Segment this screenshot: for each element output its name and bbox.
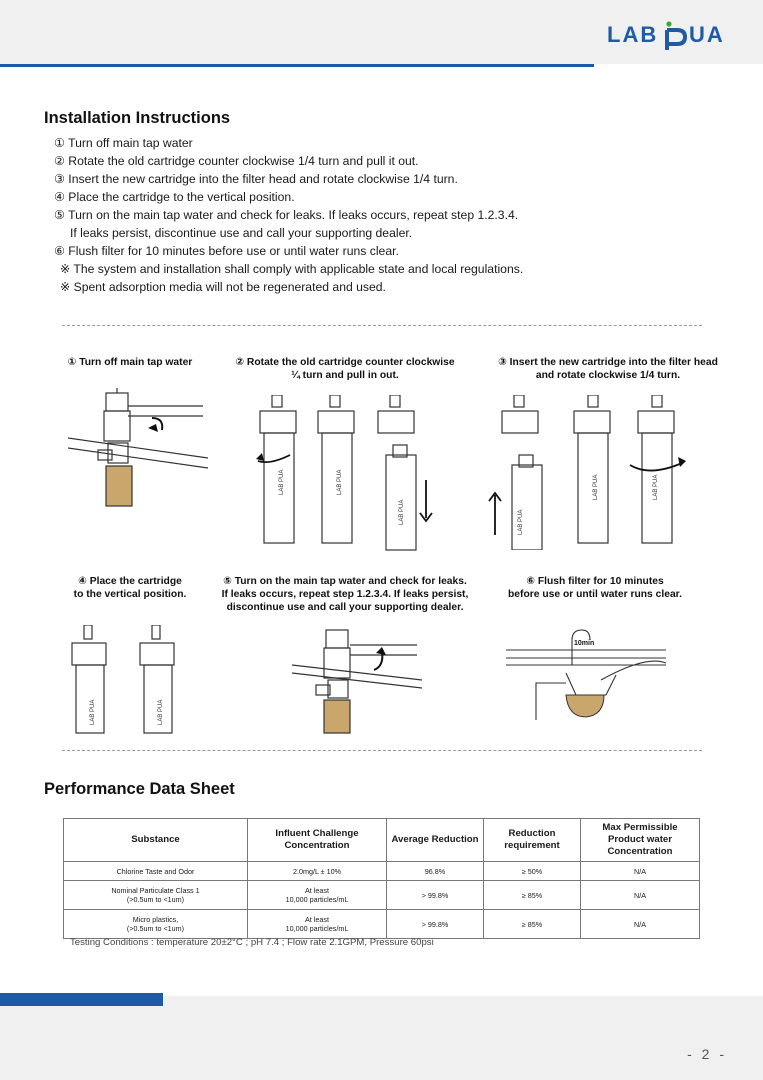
- note-regulations: ※ The system and installation shall comply with applicable state and local regulations.: [60, 262, 524, 276]
- caption-line: to the vertical position.: [73, 589, 187, 600]
- step-2: ② Rotate the old cartridge counter clockwise 1/4 turn and pull it out.: [54, 154, 419, 168]
- cell-influent: 2.0mg/L ± 10%: [248, 862, 387, 881]
- caption-line: If leaks occurs, repeat step 1.2.3.4. If leaks persist,: [221, 589, 469, 600]
- divider-top: [62, 325, 702, 326]
- column-header-influent: Influent Challenge Concentration: [248, 819, 387, 862]
- valve-on-illustration: [292, 625, 422, 735]
- cartridge-brand-label: LAB PUA: [337, 469, 343, 495]
- performance-title: Performance Data Sheet: [44, 780, 235, 798]
- caption-line: discontinue use and call your supporting dealer.: [226, 602, 464, 613]
- footer-accent-bar: [0, 993, 163, 1006]
- column-header-substance: Substance: [64, 819, 248, 862]
- cell-line: At least: [305, 886, 329, 895]
- cartridge-brand-label: LAB PUA: [653, 474, 659, 500]
- cartridge-brand-label: LAB PUA: [593, 474, 599, 500]
- cartridge-brand-label: LAB PUA: [158, 699, 164, 725]
- step-5-continued: If leaks persist, discontinue use and call your supporting dealer.: [70, 226, 413, 240]
- timer-label: 10min: [574, 640, 595, 647]
- cell-substance: [64, 881, 248, 910]
- figure-caption-3: [478, 356, 738, 382]
- step-1: ① Turn off main tap water: [54, 136, 193, 150]
- cell-substance: [64, 910, 248, 939]
- cell-requirement: ≥ 85%: [484, 910, 581, 939]
- performance-table: [63, 818, 700, 939]
- cartridge-brand-label: LAB PUA: [399, 499, 405, 525]
- insert-rotate-illustration: [488, 395, 698, 550]
- cartridge-brand-label: LAB PUA: [518, 509, 524, 535]
- rotate-pull-illustration: [250, 395, 450, 555]
- column-header-max: Max Permissible Product water Concentration: [581, 819, 700, 862]
- cell-average: > 99.8%: [387, 910, 484, 939]
- installation-title: Installation Instructions: [44, 109, 231, 127]
- cell-max: N/A: [581, 910, 700, 939]
- page-footer: [0, 996, 763, 1080]
- cell-influent: [248, 910, 387, 939]
- valve-off-illustration: [68, 388, 208, 508]
- cell-max: N/A: [581, 881, 700, 910]
- cell-line: Micro plastics,: [132, 915, 179, 924]
- caption-line: ⑥ Flush filter for 10 minutes: [526, 576, 664, 587]
- step-6: ⑥ Flush filter for 10 minutes before use or until water runs clear.: [54, 244, 399, 258]
- svg-text:UA: UA: [689, 22, 725, 47]
- step-4: ④ Place the cartridge to the vertical position.: [54, 190, 295, 204]
- cell-line: 10,000 particles/mL: [285, 895, 349, 904]
- page-number: - 2 -: [687, 1046, 727, 1062]
- caption-line: and rotate clockwise 1/4 turn.: [535, 370, 681, 381]
- caption-line: ③ Insert the new cartridge into the filter head: [498, 357, 718, 368]
- table-row: [64, 910, 700, 939]
- header-accent-line: [0, 64, 594, 67]
- cartridge-brand-label: LAB PUA: [90, 699, 96, 725]
- caption-line: ② Rotate the old cartridge counter clockwise: [235, 357, 455, 368]
- cell-requirement: ≥ 50%: [484, 862, 581, 881]
- cell-average: 96.8%: [387, 862, 484, 881]
- cell-line: (>0.5um to <1um): [126, 895, 185, 904]
- step-3: ③ Insert the new cartridge into the filter head and rotate clockwise 1/4 turn.: [54, 172, 458, 186]
- flush-filter-illustration: [506, 625, 666, 725]
- svg-text:LAB: LAB: [607, 22, 659, 47]
- column-header-requirement: Reduction requirement: [484, 819, 581, 862]
- caption-line: ⑤ Turn on the main tap water and check for leaks.: [223, 576, 467, 587]
- cell-line: At least: [305, 915, 329, 924]
- figure-caption-2: [215, 356, 475, 382]
- note-media: ※ Spent adsorption media will not be regenerated and used.: [60, 280, 386, 294]
- column-header-average: Average Reduction: [387, 819, 484, 862]
- cell-average: > 99.8%: [387, 881, 484, 910]
- step-5: ⑤ Turn on the main tap water and check for leaks. If leaks occurs, repeat step 1.2.3.4.: [54, 208, 519, 222]
- caption-line: ¼ turn and pull in out.: [291, 370, 399, 381]
- table-row: [64, 881, 700, 910]
- cartridge-brand-label: LAB PUA: [279, 469, 285, 495]
- table-header-row: [64, 819, 700, 862]
- figure-caption-1: [56, 356, 204, 369]
- cell-line: 10,000 particles/mL: [285, 924, 349, 933]
- figure-caption-4: [56, 575, 204, 601]
- figure-caption-5: [205, 575, 485, 614]
- caption-line: ④ Place the cartridge: [78, 576, 182, 587]
- divider-bottom: [62, 750, 702, 751]
- caption-line: ① Turn off main tap water: [67, 357, 193, 368]
- cell-max: N/A: [581, 862, 700, 881]
- cell-line: (>0.5um to <1um): [126, 924, 185, 933]
- table-row: [64, 862, 700, 881]
- cell-substance: Chlorine Taste and Odor: [64, 862, 248, 881]
- cell-requirement: ≥ 85%: [484, 881, 581, 910]
- cell-line: Nominal Particulate Class 1: [111, 886, 200, 895]
- testing-conditions: Testing Conditions : temperature 20±2°C ; pH 7.4 ; Flow rate 2.1GPM, Pressure 60psi: [70, 937, 434, 948]
- vertical-position-illustration: [64, 625, 194, 735]
- installation-steps: [54, 134, 523, 296]
- cell-influent: [248, 881, 387, 910]
- figure-caption-6: [490, 575, 700, 601]
- brand-logo: [607, 18, 739, 52]
- caption-line: before use or until water runs clear.: [508, 589, 682, 600]
